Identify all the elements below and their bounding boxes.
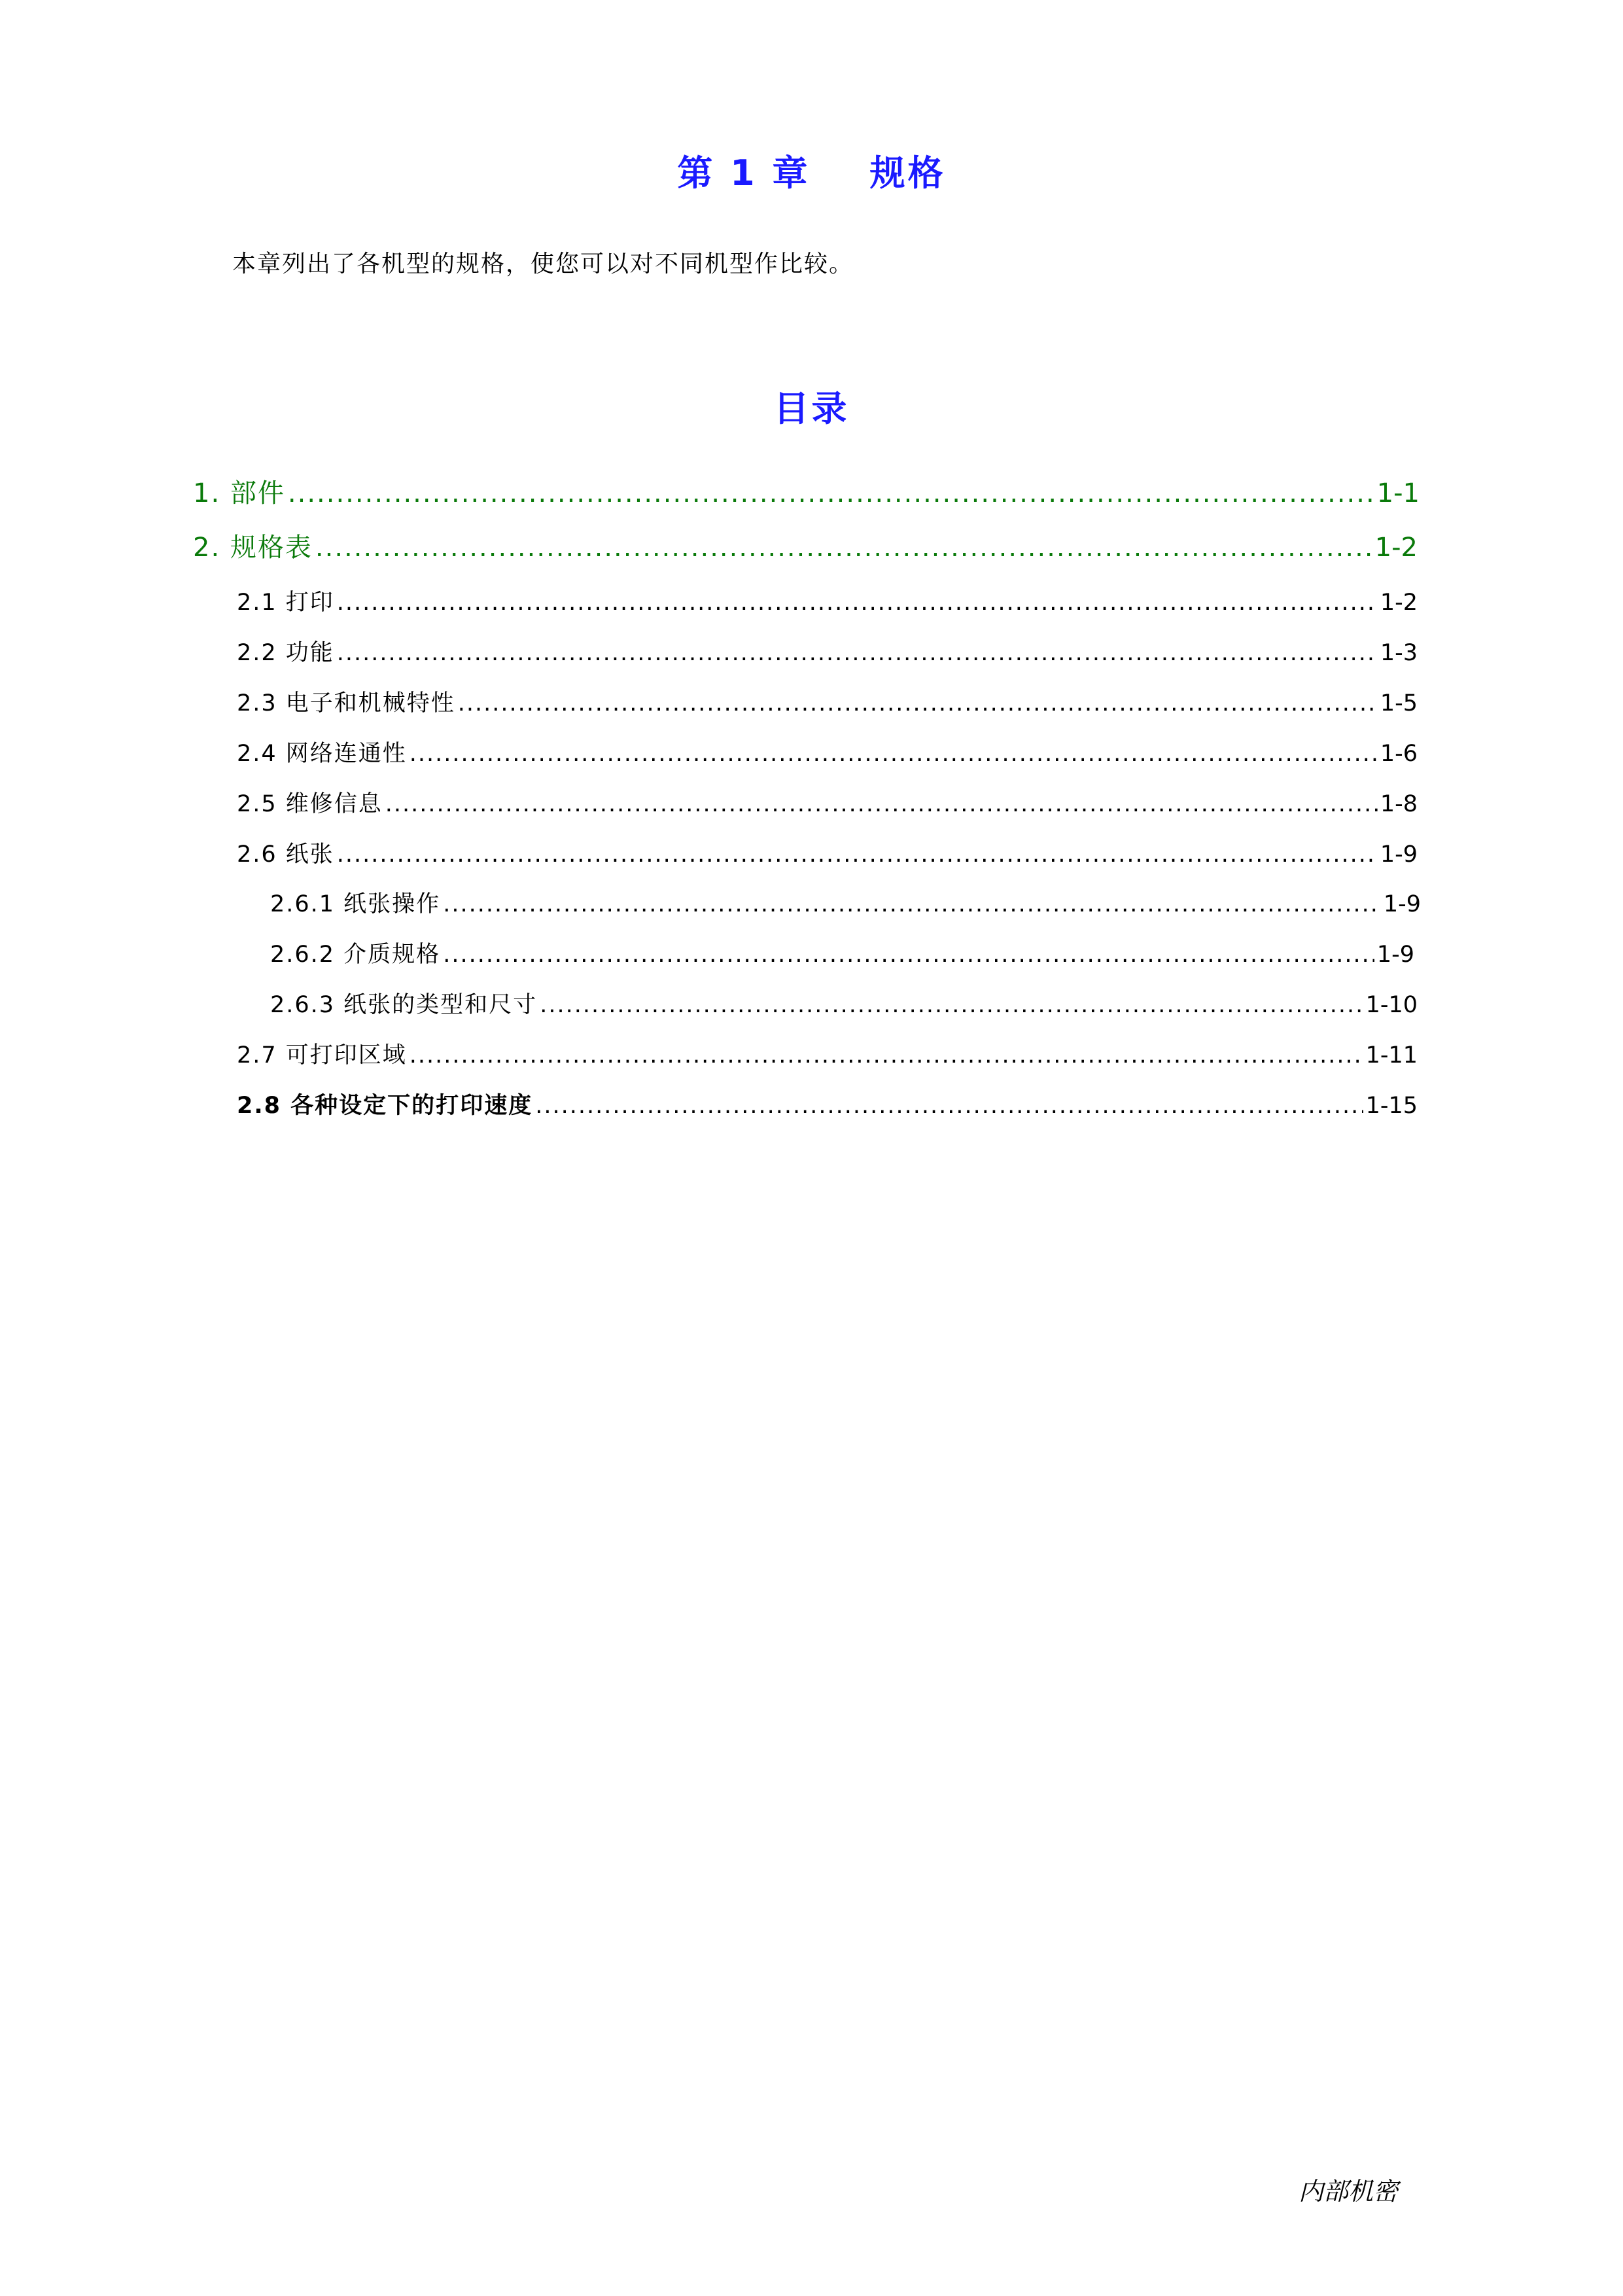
toc-title: 目录 <box>773 388 850 429</box>
toc-entry[interactable] <box>237 836 1418 869</box>
toc-entry-page: 1-6 <box>1380 741 1418 767</box>
toc-dot-leader <box>410 1042 1363 1069</box>
toc-entry-page: 1-5 <box>1380 690 1418 716</box>
toc-dot-leader <box>443 942 1374 968</box>
toc-entry-page: 1-11 <box>1365 1042 1418 1069</box>
toc-entry-page: 1-9 <box>1380 841 1418 868</box>
toc-entry-label: 2.6 纸张 <box>237 841 334 868</box>
toc-entry[interactable] <box>193 472 1420 510</box>
toc-dot-leader <box>410 741 1378 767</box>
chapter-title: 第 1 章 规格 <box>677 152 946 194</box>
toc-entry-label: 2. 规格表 <box>193 533 313 563</box>
toc-entry-label: 1. 部件 <box>193 478 285 508</box>
toc-entry[interactable] <box>237 584 1418 617</box>
toc-entry[interactable] <box>270 936 1414 969</box>
toc-entry-page: 1-15 <box>1365 1093 1418 1119</box>
toc-entry-label: 2.6.2 介质规格 <box>270 942 441 968</box>
toc-entry-label: 2.7 可打印区域 <box>237 1042 407 1069</box>
toc-dot-leader <box>385 791 1378 817</box>
toc-dot-leader <box>337 640 1378 666</box>
toc-dot-leader <box>315 533 1372 563</box>
toc-entry-page: 1-3 <box>1380 640 1418 666</box>
toc-dot-leader <box>458 690 1378 716</box>
toc-entry-label: 2.8 各种设定下的打印速度 <box>237 1093 533 1119</box>
toc-entry[interactable] <box>237 685 1418 718</box>
toc-entry-page: 1-2 <box>1374 533 1418 563</box>
toc-entry[interactable] <box>237 1087 1418 1120</box>
toc-entry-page: 1-9 <box>1383 891 1421 917</box>
toc-entry-label: 2.6.1 纸张操作 <box>270 891 441 917</box>
toc-entry[interactable] <box>237 1037 1418 1070</box>
toc-entry[interactable] <box>193 527 1418 564</box>
toc-entry-label: 2.4 网络连通性 <box>237 741 407 767</box>
toc-entry-label: 2.2 功能 <box>237 640 334 666</box>
toc-entry-page: 1-8 <box>1380 791 1418 817</box>
toc-entry-page: 1-10 <box>1365 992 1418 1018</box>
toc-entry[interactable] <box>270 987 1418 1019</box>
toc-entry-page: 1-2 <box>1380 590 1418 616</box>
toc-entry-label: 2.6.3 纸张的类型和尺寸 <box>270 992 538 1018</box>
toc-dot-leader <box>535 1093 1363 1119</box>
toc-entry-label: 2.1 打印 <box>237 590 334 616</box>
toc-entry[interactable] <box>237 786 1418 819</box>
toc-entry[interactable] <box>237 635 1418 667</box>
confidential-footer: 内部机密 <box>1299 2177 1399 2206</box>
toc-dot-leader <box>288 478 1374 508</box>
toc-dot-leader <box>337 841 1378 868</box>
toc-entry-label: 2.3 电子和机械特性 <box>237 690 455 716</box>
toc-entry-page: 1-9 <box>1376 942 1414 968</box>
toc-dot-leader <box>540 992 1363 1018</box>
toc-dot-leader <box>337 590 1378 616</box>
toc-entry[interactable] <box>270 886 1421 919</box>
toc-dot-leader <box>443 891 1381 917</box>
toc-entry[interactable] <box>237 735 1418 768</box>
chapter-intro: 本章列出了各机型的规格，使您可以对不同机型作比较。 <box>232 251 854 277</box>
toc-entry-page: 1-1 <box>1376 478 1420 508</box>
toc-entry-label: 2.5 维修信息 <box>237 791 383 817</box>
